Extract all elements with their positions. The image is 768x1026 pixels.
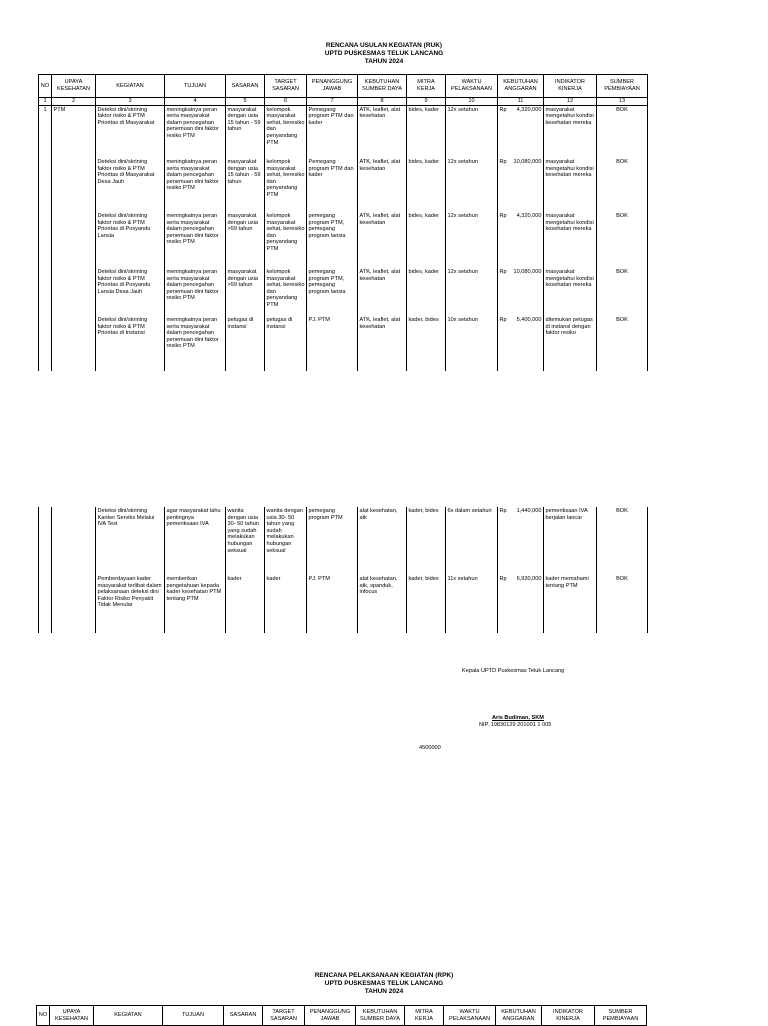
amount: 4,320,000 xyxy=(516,213,542,220)
currency-label: Rp xyxy=(499,159,507,166)
cell-upaya xyxy=(52,212,96,268)
table-row xyxy=(39,158,648,212)
rpk-header-sumber-daya: KEBUTUHAN SUMBER DAYA xyxy=(356,1006,405,1026)
cell-pj: PJ. PTM xyxy=(307,316,358,371)
col-number: 3 xyxy=(96,98,165,106)
rpk-header-waktu: WAKTU PELAKSANAAN xyxy=(444,1006,496,1026)
rpk-header-no: NO xyxy=(37,1006,50,1026)
table-row xyxy=(39,316,648,371)
cell-no xyxy=(39,575,52,633)
col-number: 4 xyxy=(165,98,226,106)
currency-label: Rp xyxy=(499,269,507,276)
cell-anggaran xyxy=(498,212,544,268)
cell-kegiatan: Deteksi dini/skrining faktor risiko & PTM Prioritas di Instansi xyxy=(96,316,165,371)
header-tujuan: TUJUAN xyxy=(165,75,226,98)
cell-indikator: masyarakat mengetahui kondisi kesehatan mereka xyxy=(544,212,597,268)
rpk-header-target: TARGET SASARAN xyxy=(263,1006,305,1026)
cell-target: kelompok masyarakat sehat, beresiko dan penyandang PTM xyxy=(265,158,307,212)
currency-label: Rp xyxy=(499,508,507,514)
amount: 5,400,000 xyxy=(516,317,542,324)
cell-pj: pemegang program PTM xyxy=(307,507,358,575)
cell-sumber-daya: alat kesehatan, atk xyxy=(358,507,407,575)
cell-waktu: 12x setahun xyxy=(446,158,498,212)
cell-target: kelompok masyarakat sehat, beresiko dan penyandang PTM xyxy=(265,105,307,158)
cell-kegiatan: Deteksi dini/skrining faktor risiko & PTM Prioritas di Masyarakat xyxy=(96,105,165,158)
rpk-title-line2: UPTD PUSKESMAS TELUK LANCANG xyxy=(324,980,444,987)
col-number: 1 xyxy=(39,98,52,106)
ruk-title-line3: TAHUN 2024 xyxy=(364,58,404,65)
cell-kegiatan: Deteksi dini/skrining faktor risiko & PTM Prioritas di Masyarakat Desa Jauh xyxy=(96,158,165,212)
cell-indikator: pemeriksaan IVA berjalan lancar xyxy=(544,507,597,575)
signature-position: Kepala UPTD Puskesmas Teluk Lancang xyxy=(462,668,565,674)
cell-sasaran: petugas di instansi xyxy=(226,316,265,371)
cell-pj: Pemegang program PTM dan kader xyxy=(307,158,358,212)
table-row xyxy=(39,507,648,575)
cell-tujuan: meningkatnya peran serta masyarakat dalam pencegahan penemuan dini faktor resiko PTM xyxy=(165,105,226,158)
rpk-title xyxy=(0,972,768,996)
rpk-title-line3: TAHUN 2024 xyxy=(364,988,404,995)
cell-kegiatan: Deteksi dini/skrining Kanker Serviks Melalui IVA Test xyxy=(96,507,165,575)
ruk-table xyxy=(38,74,648,371)
rpk-header-kegiatan: KEGIATAN xyxy=(94,1006,163,1026)
cell-anggaran xyxy=(498,507,544,575)
currency-label: Rp xyxy=(499,106,507,113)
header-no: NO xyxy=(39,75,52,98)
cell-sasaran: masyarakat dengan usia 15 tahun - 59 tahun xyxy=(226,158,265,212)
cell-target: kelompok masyarakat sehat, beresiko dan penyandang PTM xyxy=(265,212,307,268)
header-pembiayaan: SUMBER PEMBIAYAAN xyxy=(597,75,648,98)
cell-target: kader xyxy=(265,575,307,633)
cell-pembiayaan: BOK xyxy=(597,212,648,268)
cell-target: wanita dengan usia 30- 50 tahun yang sudah melakukan hubungan seksual xyxy=(265,507,307,575)
cell-kegiatan: Pemberdayaan kader masyarakat terlibat dalam pelaksanaan deteksi dini Faktor Risiko Penyakit Tidak Menular xyxy=(96,575,165,633)
ruk-rows-continued xyxy=(39,507,648,633)
cell-waktu: 12x setahun xyxy=(446,268,498,316)
ruk-table-continued xyxy=(38,507,648,633)
cell-indikator: masyarakat mengetahui kondisi kesehatan mereka xyxy=(544,268,597,316)
cell-pembiayaan: BOK xyxy=(597,507,648,575)
cell-kegiatan: Deteksi dini/skrining faktor risiko & PTM Prioritas di Posyandu Lansia Desa Jauh xyxy=(96,268,165,316)
cell-pembiayaan: BOK xyxy=(597,158,648,212)
col-number: 8 xyxy=(358,98,407,106)
cell-pembiayaan: BOK xyxy=(597,575,648,633)
amount: 1,440,000 xyxy=(516,508,542,514)
cell-waktu: 6x dalam setahun xyxy=(446,507,498,575)
cell-sumber-daya: ATK, leaflet, alat kesehatan xyxy=(358,158,407,212)
header-pj: PENANGGUNG JAWAB xyxy=(307,75,358,98)
cell-pembiayaan: BOK xyxy=(597,268,648,316)
cell-tujuan: meningkatnya peran serta masyarakat dalam pencegahan penemuan dini faktor resiko PTM xyxy=(165,268,226,316)
cell-no xyxy=(39,158,52,212)
cell-mitra: kader, bides xyxy=(407,507,446,575)
cell-upaya xyxy=(52,575,96,633)
rpk-title-line1: RENCANA PELAKSANAAN KEGIATAN (RPK) xyxy=(314,972,454,979)
cell-no xyxy=(39,268,52,316)
col-number: 13 xyxy=(597,98,648,106)
cell-upaya xyxy=(52,507,96,575)
cell-mitra: bides, kader xyxy=(407,268,446,316)
rpk-header-sasaran: SASARAN xyxy=(224,1006,263,1026)
ruk-title-line2: UPTD PUSKESMAS TELUK LANCANG xyxy=(324,50,444,57)
cell-anggaran xyxy=(498,105,544,158)
cell-pembiayaan: BOK xyxy=(597,105,648,158)
currency-label: Rp xyxy=(499,317,507,324)
rpk-header-pembiayaan: SUMBER PEMBIAYAAN xyxy=(595,1006,647,1026)
cell-upaya xyxy=(52,158,96,212)
rpk-header-tujuan: TUJUAN xyxy=(163,1006,224,1026)
amount: 6,930,000 xyxy=(516,576,542,582)
ruk-header-row xyxy=(39,75,648,98)
cell-mitra: bides, kader xyxy=(407,105,446,158)
col-number: 10 xyxy=(446,98,498,106)
header-indikator: INDIKATOR KINERJA xyxy=(544,75,597,98)
col-number: 12 xyxy=(544,98,597,106)
cell-tujuan: meningkatnya peran serta masyarakat dalam pencegahan penemuan dini faktor resiko PTM xyxy=(165,316,226,371)
cell-tujuan: agar masyarakat tahu pentingnya pemeriksaan IVA xyxy=(165,507,226,575)
header-waktu: WAKTU PELAKSANAAN xyxy=(446,75,498,98)
cell-indikator: masyarakat mengetahui kondisi kesehatan mereka xyxy=(544,105,597,158)
amount: 10,080,000 xyxy=(513,159,542,166)
cell-sasaran: masyarakat dengan usia >59 tahun xyxy=(226,268,265,316)
cell-sasaran: kader xyxy=(226,575,265,633)
amount: 10,080,000 xyxy=(513,269,542,276)
table-row xyxy=(39,212,648,268)
ruk-title-line1: RENCANA USULAN KEGIATAN (RUK) xyxy=(325,42,443,49)
signature-nip: NIP. 19830129 201001 1 005 xyxy=(479,722,552,728)
cell-no xyxy=(39,212,52,268)
header-anggaran: KEBUTUHAN ANGGARAN xyxy=(498,75,544,98)
col-number: 11 xyxy=(498,98,544,106)
header-target: TARGET SASARAN xyxy=(265,75,307,98)
cell-target: kelompok masyarakat sehat, beresiko dan penyandang PTM xyxy=(265,268,307,316)
cell-waktu: 12x setahun xyxy=(446,105,498,158)
header-sumber-daya: KEBUTUHAN SUMBER DAYA xyxy=(358,75,407,98)
cell-sumber-daya: ATK, leaflet, alat kesehatan xyxy=(358,212,407,268)
col-number: 5 xyxy=(226,98,265,106)
rpk-header-anggaran: KEBUTUHAN ANGGARAN xyxy=(496,1006,542,1026)
cell-upaya: PTM xyxy=(52,105,96,158)
cell-sasaran: masyarakat dengan usia >59 tahun xyxy=(226,212,265,268)
col-number: 2 xyxy=(52,98,96,106)
cell-no: 1 xyxy=(39,105,52,158)
cell-anggaran xyxy=(498,158,544,212)
cell-pj: pemegang program PTM, pemegang program lansia xyxy=(307,212,358,268)
rpk-header-indikator: INDIKATOR KINERJA xyxy=(542,1006,595,1026)
cell-sumber-daya: ATK, leaflet, alat kesehatan xyxy=(358,105,407,158)
col-number: 7 xyxy=(307,98,358,106)
column-number-row xyxy=(39,98,648,106)
cell-sumber-daya: alat kesehatan, atk, spanduk, infocus xyxy=(358,575,407,633)
cell-waktu: 12x setahun xyxy=(446,212,498,268)
cell-pj: pemegang program PTM, pemegang program lansia xyxy=(307,268,358,316)
cell-tujuan: memberikan pengetahuan kepada kader kesehatan PTM tentang PTM xyxy=(165,575,226,633)
cell-sasaran: wanita dengan usia 30- 50 tahun yang sudah melakukan hubungan seksual xyxy=(226,507,265,575)
cell-mitra: bides, kader xyxy=(407,212,446,268)
cell-pembiayaan: BOK xyxy=(597,316,648,371)
cell-upaya xyxy=(52,316,96,371)
cell-kegiatan: Deteksi dini/skrining faktor risiko & PTM Prioritas di Posyandu Lansia xyxy=(96,212,165,268)
currency-label: Rp xyxy=(499,213,507,220)
ruk-rows xyxy=(39,105,648,371)
cell-target: petugas di instansi xyxy=(265,316,307,371)
rpk-header-pj: PENANGGUNG JAWAB xyxy=(305,1006,356,1026)
cell-anggaran xyxy=(498,575,544,633)
cell-pj: Pemegang program PTM dan kader xyxy=(307,105,358,158)
rpk-header-upaya: UPAYA KESEHATAN xyxy=(50,1006,94,1026)
rpk-table xyxy=(36,1005,647,1026)
cell-upaya xyxy=(52,268,96,316)
col-number: 9 xyxy=(407,98,446,106)
cell-no xyxy=(39,507,52,575)
cell-pj: PJ. PTM xyxy=(307,575,358,633)
cell-indikator: ditemukan petugas di instansi dengan faktor resiko xyxy=(544,316,597,371)
cell-no xyxy=(39,316,52,371)
cell-sumber-daya: ATK, leaflet, alat kesehatan xyxy=(358,316,407,371)
cell-indikator: masyarakat mengetahui kondisi kesehatan mereka xyxy=(544,158,597,212)
header-sasaran: SASARAN xyxy=(226,75,265,98)
stray-number: 4500000 xyxy=(419,745,441,751)
cell-waktu: 10x setahun xyxy=(446,316,498,371)
cell-waktu: 11x setahun xyxy=(446,575,498,633)
header-mitra: MITRA KERJA xyxy=(407,75,446,98)
cell-sumber-daya: ATK, leaflet, alat kesehatan xyxy=(358,268,407,316)
table-row xyxy=(39,575,648,633)
ruk-title xyxy=(0,42,768,66)
table-row xyxy=(39,268,648,316)
cell-indikator: kader memahami tentang PTM xyxy=(544,575,597,633)
rpk-header-mitra: MITRA KERJA xyxy=(405,1006,444,1026)
col-number: 6 xyxy=(265,98,307,106)
cell-sasaran: masyarakat dengan usia 15 tahun - 59 tahun xyxy=(226,105,265,158)
header-kegiatan: KEGIATAN xyxy=(96,75,165,98)
cell-mitra: bides, kader xyxy=(407,158,446,212)
amount: 4,320,000 xyxy=(516,106,542,113)
cell-mitra: kader, bides xyxy=(407,316,446,371)
cell-anggaran xyxy=(498,268,544,316)
currency-label: Rp xyxy=(499,576,507,582)
signature-name: Aris Budiman, SKM xyxy=(492,715,544,721)
cell-anggaran xyxy=(498,316,544,371)
rpk-header-row xyxy=(37,1006,647,1026)
header-upaya: UPAYA KESEHATAN xyxy=(52,75,96,98)
table-row xyxy=(39,105,648,158)
cell-mitra: kader, bides xyxy=(407,575,446,633)
cell-tujuan: meningkatnya peran serta masyarakat dalam pencegahan penemuan dini faktor resiko PTM xyxy=(165,158,226,212)
cell-tujuan: meningkatnya peran serta masyarakat dalam pencegahan penemuan dini faktor resiko PTM xyxy=(165,212,226,268)
